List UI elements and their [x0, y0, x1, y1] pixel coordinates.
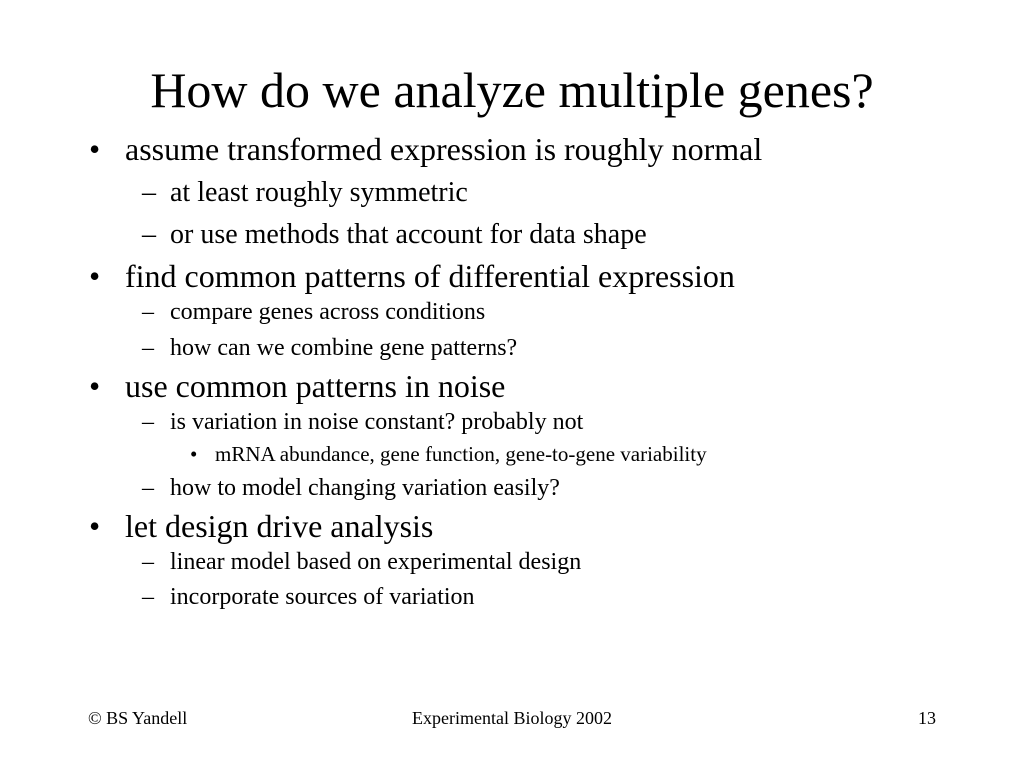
sub-bullet-text: at least roughly symmetric: [170, 177, 468, 208]
bullet-marker: •: [190, 442, 198, 466]
bullet-marker: •: [89, 368, 101, 404]
bullet-marker: •: [89, 508, 101, 544]
sub-bullet-text: incorporate sources of variation: [170, 584, 475, 610]
sub-sub-bullet-text: mRNA abundance, gene function, gene-to-gene variability: [215, 442, 707, 466]
bullet-text: find common patterns of differential expression: [125, 258, 735, 294]
bullet-text: assume transformed expression is roughly normal: [125, 131, 763, 167]
sub-bullet-text: how to model changing variation easily?: [170, 475, 560, 501]
dash-marker: –: [142, 584, 154, 610]
bullet-text: use common patterns in noise: [125, 368, 506, 404]
sub-bullet-text: compare genes across conditions: [170, 299, 486, 325]
dash-marker: –: [142, 549, 154, 575]
dash-marker: –: [142, 409, 154, 435]
bullet-text: let design drive analysis: [125, 508, 434, 544]
bullet-marker: •: [89, 131, 101, 167]
dash-marker: –: [142, 299, 154, 325]
footer-author: © BS Yandell: [88, 708, 188, 728]
bullet-marker: •: [89, 258, 101, 294]
sub-bullet-text: how can we combine gene patterns?: [170, 335, 518, 361]
footer-page-number: 13: [918, 708, 936, 728]
slide-title: How do we analyze multiple genes?: [150, 62, 874, 118]
dash-marker: –: [142, 335, 154, 361]
sub-bullet-text: or use methods that account for data shape: [170, 219, 647, 250]
sub-bullet-text: is variation in noise constant? probably not: [170, 409, 584, 435]
footer-event: Experimental Biology 2002: [412, 708, 612, 728]
dash-marker: –: [142, 219, 156, 250]
dash-marker: –: [142, 475, 154, 501]
sub-bullet-text: linear model based on experimental design: [170, 549, 582, 575]
dash-marker: –: [142, 177, 156, 208]
